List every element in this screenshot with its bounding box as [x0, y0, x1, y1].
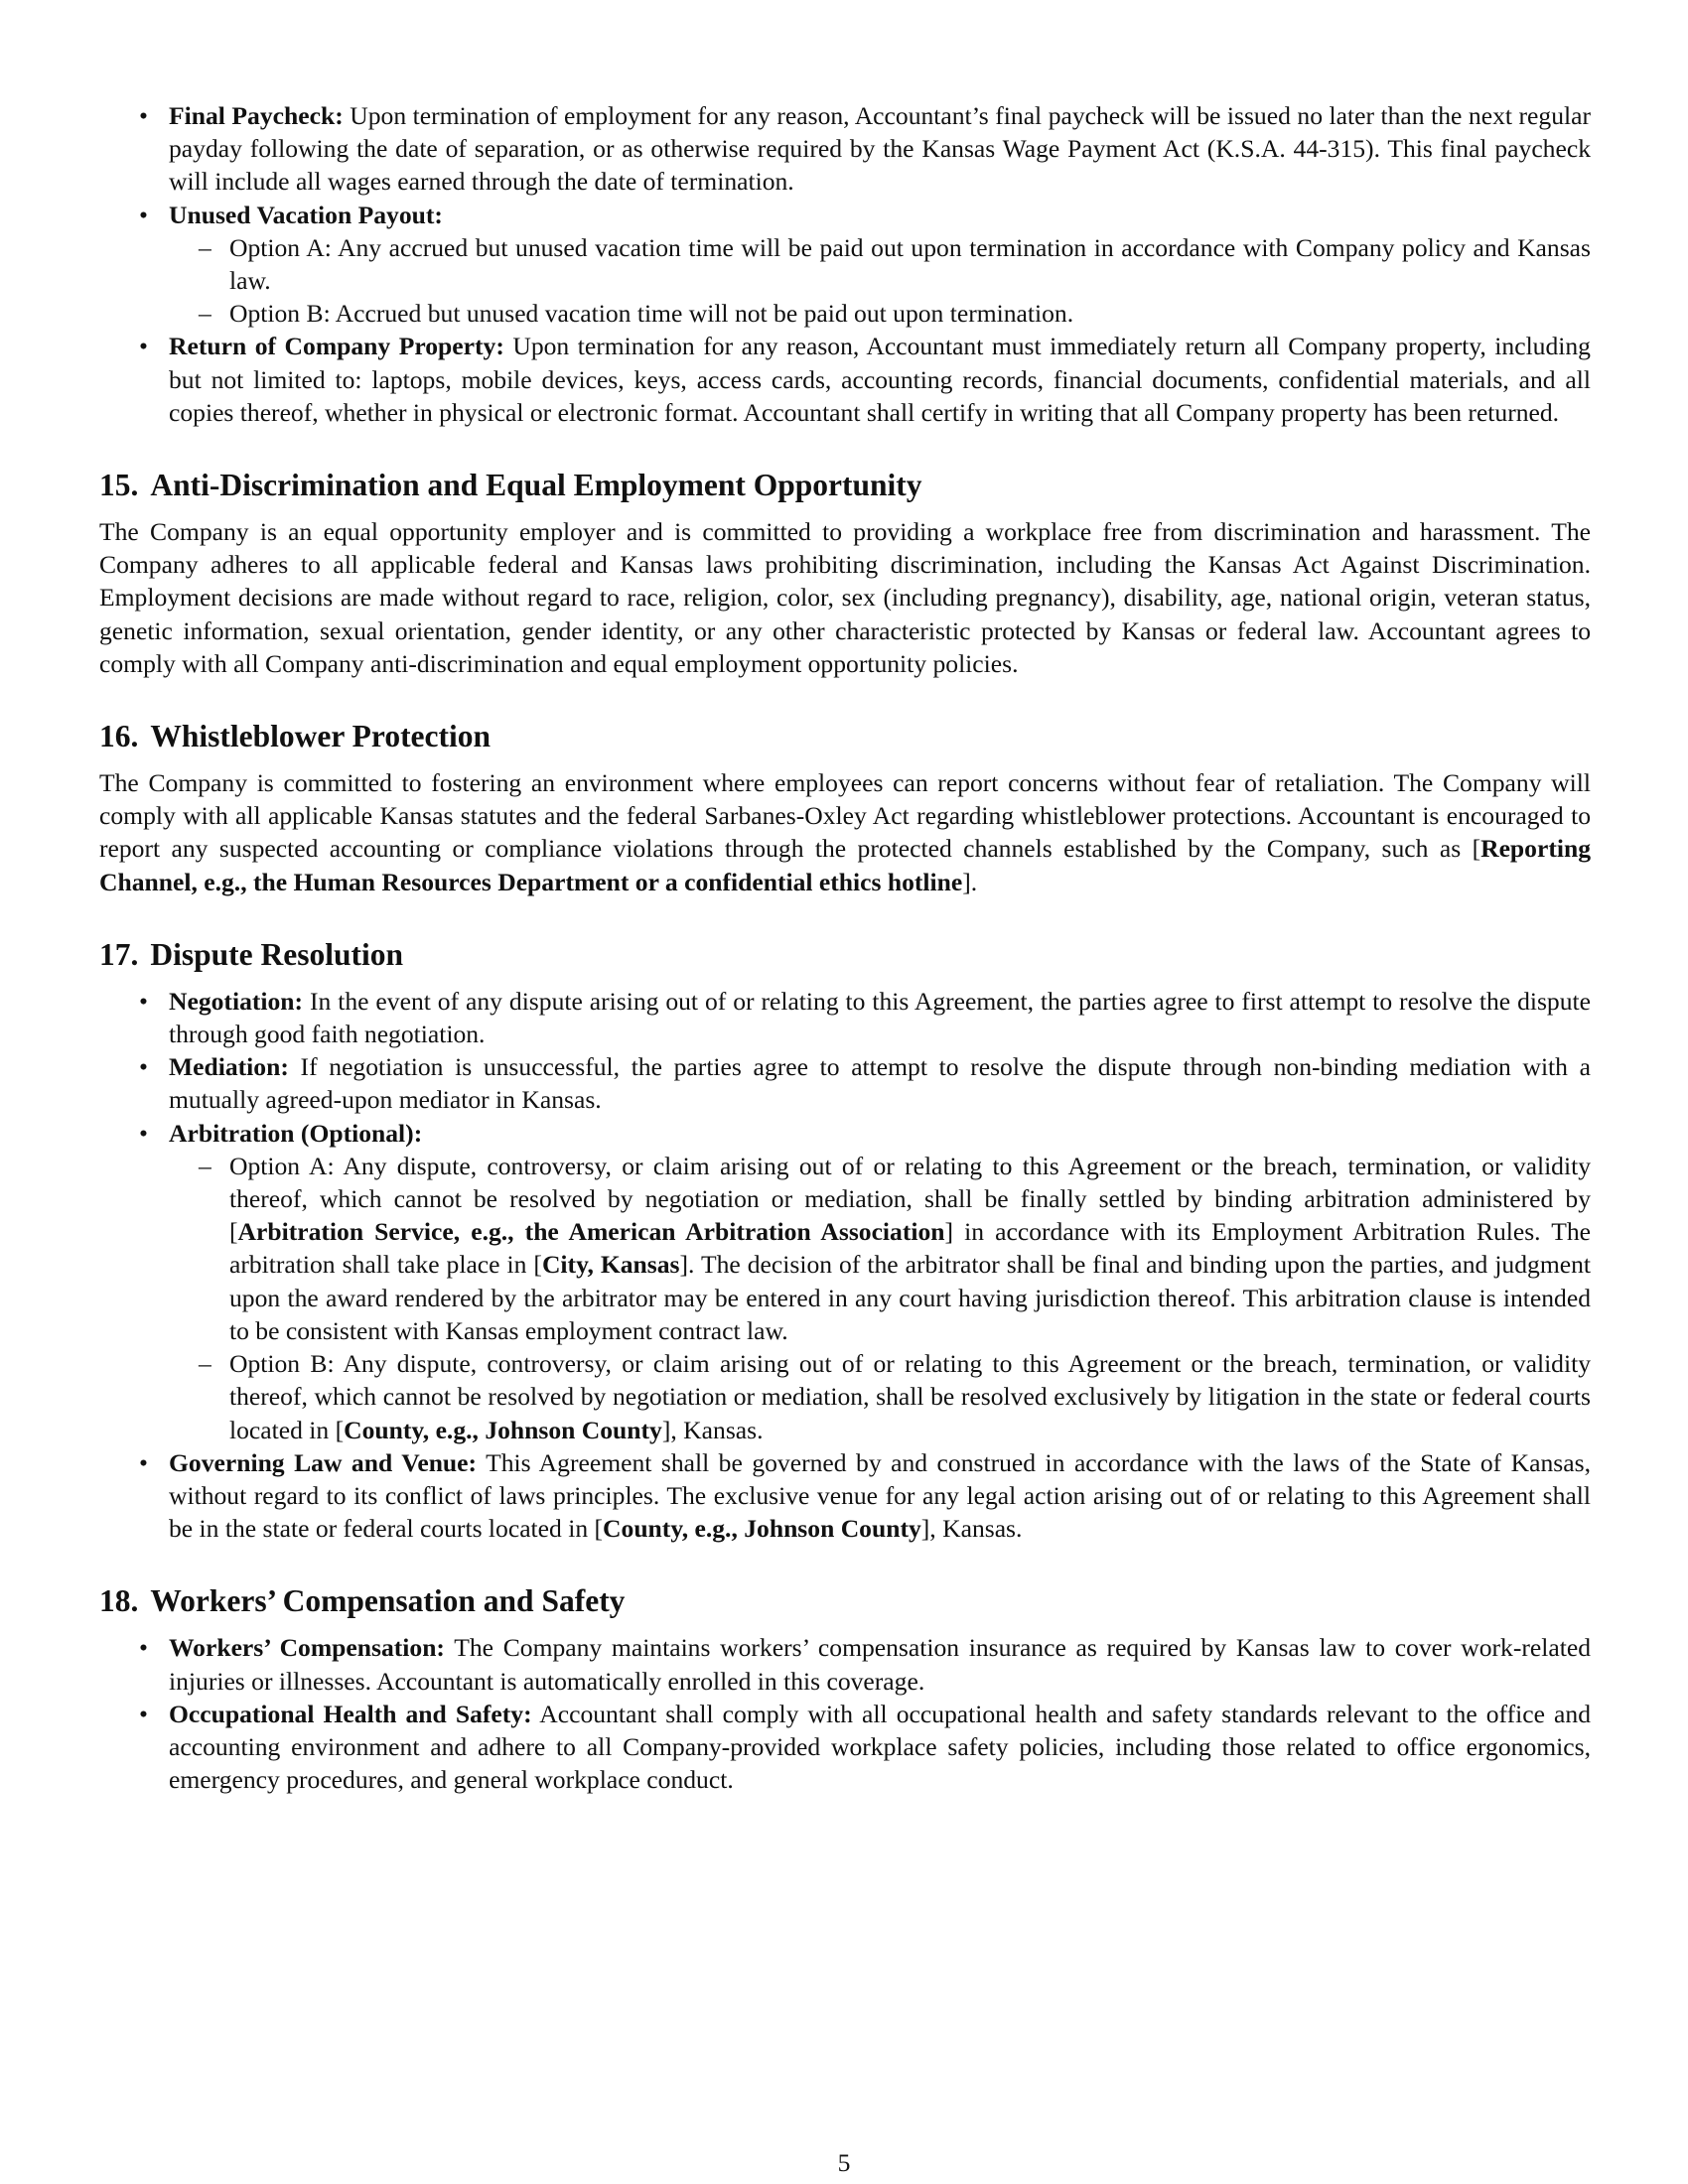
city-kansas-placeholder: City, Kansas — [541, 1250, 680, 1280]
mediation-text: If negotiation is unsuccessful, the parties agree to attempt to resolve the dispute through non-binding mediation with a mutually agreed-upon mediator in Kansas. — [169, 1052, 1591, 1115]
negotiation-text: In the event of any dispute arising out of or relating to this Agreement, the parties agree to first attempt to resolve the dispute through good faith negotiation. — [169, 986, 1591, 1049]
county-placeholder: County, e.g., Johnson County — [344, 1415, 662, 1444]
section-15-title: Anti-Discrimination and Equal Employment Opportunity — [150, 468, 922, 503]
workers-comp-text: The Company maintains workers’ compensation insurance as required by Kansas law to cover work-related injuries or illnesses. Accountant is automatically enrolled in this coverage. — [169, 1633, 1591, 1696]
bullet-icon: • — [139, 1118, 148, 1148]
dash-icon: – — [199, 232, 211, 262]
final-paycheck-text: Upon termination of employment for any reason, Accountant’s final paycheck will be issued no later than the next regular payday following the date of separation, or as otherwise required by the Kansas Wage Payment Act (K.S.A. 44-315). This final paycheck will include all wages earned through the date of termination. — [169, 101, 1591, 197]
dash-icon: – — [199, 1151, 211, 1180]
arbitration-item — [99, 1117, 1591, 1446]
bullet-icon: • — [139, 200, 148, 229]
section-17 — [99, 935, 1591, 1545]
section-17-heading — [99, 935, 1591, 975]
bullet-icon: • — [139, 1052, 148, 1082]
workers-comp-item — [99, 1631, 1591, 1697]
bullet-icon: • — [139, 101, 148, 130]
section-17-title: Dispute Resolution — [150, 936, 404, 972]
arbitration-option-a-text-2: ] in accordance with its Employment Arbitration Rules. The arbitration shall take place in [ — [229, 1217, 1591, 1280]
section-15-number: 15. — [99, 468, 139, 503]
arbitration-option-a — [169, 1150, 1591, 1347]
vacation-option-b-text: Option B: Accrued but unused vacation time will not be paid out upon termination. — [229, 299, 1074, 329]
section-18-number: 18. — [99, 1583, 139, 1619]
section-16-body-text: The Company is committed to fostering an environment where employees can report concerns without fear of retaliation. The Company will comply with all applicable Kansas statutes and the federal Sarbanes-Oxley Act regarding whistleblower protections. Accountant is encouraged to report any suspected accounting or compliance violations through the protected channels established by the Company, such as [ — [99, 768, 1591, 864]
section-17-number: 17. — [99, 936, 139, 972]
vacation-options-list — [169, 231, 1591, 331]
arbitration-option-b-text-2: ], Kansas. — [661, 1415, 764, 1444]
section-16 — [99, 717, 1591, 898]
safety-list — [99, 1631, 1591, 1796]
dash-icon: – — [199, 1349, 211, 1379]
arbitration-option-b-text: Option B: Any dispute, controversy, or claim arising out of or relating to this Agreement or the breach, termination, or validity thereof, which cannot be resolved by negotiation or mediation, shall be resolved exclusively by litigation in the state or federal courts located in [ — [229, 1349, 1591, 1444]
vacation-option-b — [169, 297, 1591, 330]
section-18-title: Workers’ Compensation and Safety — [150, 1583, 626, 1619]
reporting-channel-placeholder: Reporting Channel, e.g., the Human Resources Department or a confidential ethics hotline — [99, 834, 1591, 896]
vacation-payout-term: Unused Vacation Payout: — [169, 200, 443, 229]
arbitration-option-a-text: Option A: Any dispute, controversy, or claim arising out of or relating to this Agreement or the breach, termination, or validity thereof, which cannot be resolved by negotiation or mediation, shall be finally settled by binding arbitration administered by [ — [229, 1151, 1591, 1247]
section-18-heading — [99, 1581, 1591, 1621]
section-16-body — [99, 766, 1591, 898]
workers-comp-term: Workers’ Compensation: — [169, 1633, 445, 1663]
bullet-icon: • — [139, 332, 148, 361]
final-paycheck-item — [99, 99, 1591, 199]
section-15 — [99, 466, 1591, 680]
document-page — [99, 99, 1591, 1796]
arbitration-option-b — [169, 1347, 1591, 1446]
bullet-icon: • — [139, 1633, 148, 1663]
vacation-payout-item — [99, 199, 1591, 331]
venue-county-placeholder: County, e.g., Johnson County — [603, 1514, 921, 1544]
vacation-option-a — [169, 231, 1591, 297]
section-16-heading — [99, 717, 1591, 756]
section-16-body-end: ]. — [962, 867, 978, 896]
mediation-item — [99, 1050, 1591, 1116]
dash-icon: – — [199, 299, 211, 329]
section-15-heading — [99, 466, 1591, 505]
bullet-icon: • — [139, 1699, 148, 1728]
bullet-icon: • — [139, 1447, 148, 1477]
section-16-title: Whistleblower Protection — [150, 719, 492, 754]
vacation-option-a-text: Option A: Any accrued but unused vacation time will be paid out upon termination in accordance with Company policy and Kansas law. — [229, 232, 1591, 296]
safety-item — [99, 1698, 1591, 1797]
mediation-term: Mediation: — [169, 1052, 289, 1082]
arbitration-options-list — [169, 1150, 1591, 1446]
section-16-number: 16. — [99, 719, 139, 754]
termination-list — [99, 99, 1591, 429]
arbitration-term: Arbitration (Optional): — [169, 1118, 423, 1148]
negotiation-term: Negotiation: — [169, 986, 304, 1016]
governing-law-text-2: ], Kansas. — [920, 1514, 1023, 1544]
arbitration-service-placeholder: Arbitration Service, e.g., the American Arbitration Association — [237, 1217, 945, 1247]
return-property-item — [99, 330, 1591, 429]
dispute-list — [99, 985, 1591, 1545]
section-18 — [99, 1581, 1591, 1796]
safety-term: Occupational Health and Safety: — [169, 1699, 532, 1728]
arbitration-option-a-text-3: ]. The decision of the arbitrator shall be final and binding upon the parties, and judgment upon the award rendered by the arbitrator may be entered in any court having jurisdiction thereof. This arbitration clause is intended to be consistent with Kansas employment contract law. — [229, 1250, 1591, 1345]
return-property-term: Return of Company Property: — [169, 332, 504, 361]
governing-law-term: Governing Law and Venue: — [169, 1447, 478, 1477]
return-property-text: Upon termination for any reason, Accountant must immediately return all Company property, including but not limited to: laptops, mobile devices, keys, access cards, accounting records, financial documents, confidential materials, and all copies thereof, whether in physical or electronic format. Accountant shall certify in writing that all Company property has been returned. — [169, 332, 1591, 427]
governing-law-item — [99, 1446, 1591, 1546]
governing-law-text: This Agreement shall be governed by and construed in accordance with the laws of the State of Kansas, without regard to its conflict of laws principles. The exclusive venue for any legal action arising out of or relating to this Agreement shall be in the state or federal courts located in [ — [169, 1447, 1591, 1544]
bullet-icon: • — [139, 986, 148, 1016]
final-paycheck-term: Final Paycheck: — [169, 101, 344, 130]
negotiation-item — [99, 985, 1591, 1050]
page-number: 5 — [837, 2148, 851, 2177]
safety-text: Accountant shall comply with all occupational health and safety standards relevant to the office and accounting environment and adhere to all Company-provided workplace safety policies, including those related to office ergonomics, emergency procedures, and general workplace conduct. — [169, 1699, 1591, 1795]
section-15-body: The Company is an equal opportunity employer and is committed to providing a workplace free from discrimination and harassment. The Company adheres to all applicable federal and Kansas laws prohibiting discrimination, including the Kansas Act Against Discrimination. Employment decisions are made without regard to race, religion, color, sex (including pregnancy), disability, age, national origin, veteran status, genetic information, sexual orientation, gender identity, or any other characteristic protected by Kansas or federal law. Accountant agrees to comply with all Company anti-discrimination and equal employment opportunity policies. — [99, 517, 1591, 678]
